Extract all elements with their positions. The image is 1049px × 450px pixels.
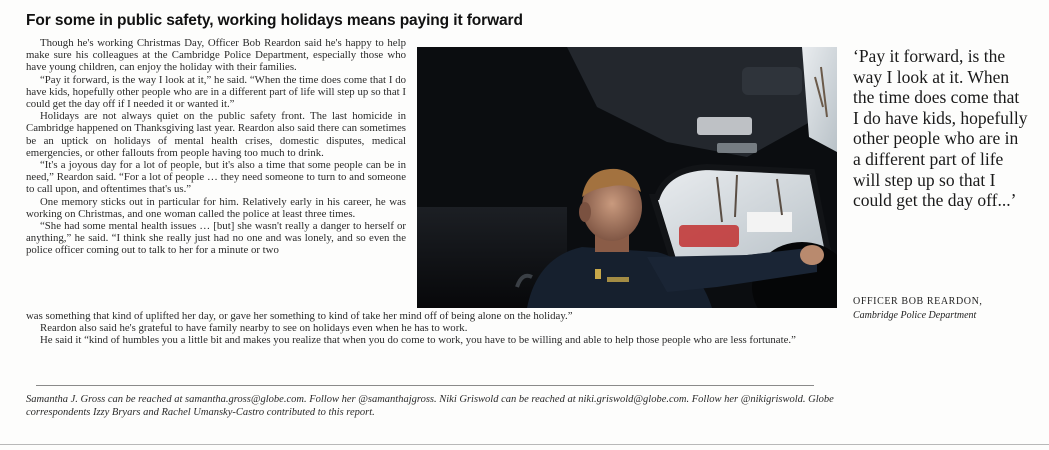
article-photo bbox=[417, 47, 837, 308]
paragraph: “Pay it forward, is the way I look at it,” he said. “When the time does come that I do have kids, hopefully other people who are in a different part of life will step up so that I could get the day off if I needed it or wanted it.” bbox=[26, 73, 406, 111]
paragraph: One memory sticks out in particular for him. Relatively early in his career, he was working on Christmas, and one woman called the police at least three times. bbox=[26, 195, 406, 220]
article-body-wide bbox=[26, 310, 838, 347]
pull-quote-attribution-title: Cambridge Police Department bbox=[853, 310, 977, 321]
paragraph: Though he's working Christmas Day, Officer Bob Reardon said he's happy to help make sure his colleagues at the Cambridge Police Department, especially those who have young children, can enjoy the holiday with their families. bbox=[26, 37, 406, 74]
paragraph-continuation: was something that kind of uplifted her day, or gave her something to kind of take her mind off of being alone on the holiday.” bbox=[26, 310, 573, 322]
paragraph: Reardon also said he's grateful to have family nearby to see on holidays even when he has to work. bbox=[40, 322, 468, 335]
page-bottom-divider bbox=[0, 444, 1049, 445]
author-tagline: Samantha J. Gross can be reached at samantha.gross@globe.com. Follow her @samanthajgross. Niki Griswold can be reached at niki.griswold@globe.com. Follow her @nikigriswold. Globe correspondents Izzy Bryars and Rachel Umansky-Castro contributed to this report. bbox=[26, 394, 834, 418]
officer-in-cruiser-illustration bbox=[417, 47, 837, 308]
paragraph: He said it “kind of humbles you a little bit and makes you realize that when you do come to work, you have to be willing and able to help those people who are less fortunate.” bbox=[40, 334, 796, 347]
pull-quote-attribution-name: OFFICER BOB REARDON, bbox=[853, 296, 983, 307]
paragraph: “She had some mental health issues … [but] she wasn't really a danger to herself or anything,” he said. “I think she really just had no one and was lonely, and so even the police officer coming out to talk to her for a minute or two bbox=[26, 220, 406, 257]
headline: For some in public safety, working holidays means paying it forward bbox=[26, 12, 523, 29]
article-body-column bbox=[26, 37, 406, 257]
divider bbox=[36, 385, 814, 386]
pull-quote: ‘Pay it forward, is the way I look at it. When the time does come that I do have kids, hopefully other people who are in a different part of life will step up so that I could get the day off...’ bbox=[853, 46, 1028, 211]
paragraph: Holidays are not always quiet on the public safety front. The last homicide in Cambridge happened on Thanksgiving last year. Reardon also said there can sometimes be an uptick on holidays of mental health crises, domestic disputes, medical emergencies, or other fallouts from people having too much to drink. bbox=[26, 110, 406, 159]
paragraph: “It's a joyous day for a lot of people, but it's also a time that some people can be in need,” Reardon said. “For a lot of people … they need someone to turn to and someone to call upon, and oftentimes that's us.” bbox=[26, 159, 406, 196]
